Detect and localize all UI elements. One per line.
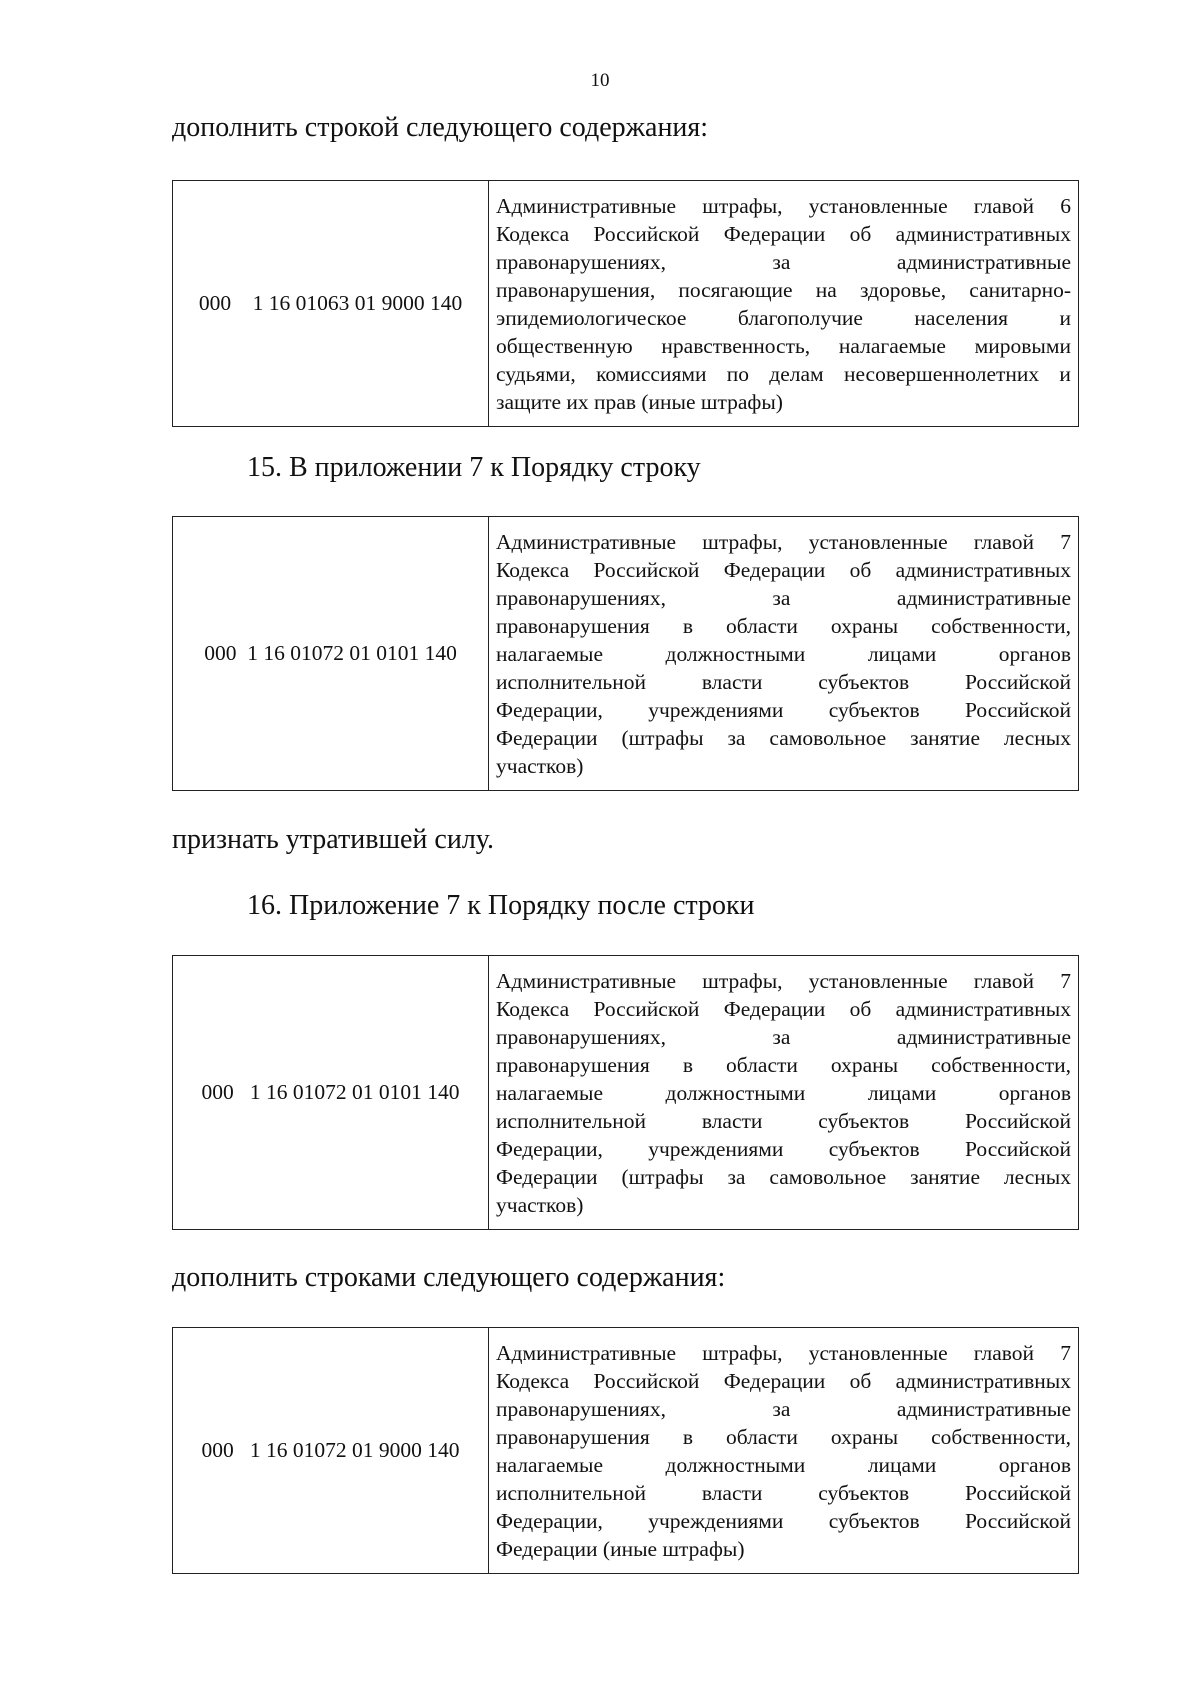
description-line	[496, 1023, 1071, 1051]
description-word: Российской	[593, 222, 700, 246]
description-line	[496, 304, 1071, 332]
description-word: налагаемые	[496, 642, 604, 666]
description-word: правонарушения	[496, 1425, 650, 1449]
description-word: Административные	[496, 530, 677, 554]
description-line	[496, 528, 1071, 556]
description-word: Федерации,	[496, 1137, 603, 1161]
description-word: населения	[914, 306, 1008, 330]
description-word: самовольное	[769, 1165, 887, 1189]
description-line	[496, 220, 1071, 248]
description-cell	[489, 1328, 1079, 1574]
description-word: административных	[895, 1369, 1071, 1393]
description-line	[496, 584, 1071, 612]
description-word: исполнительной	[496, 1481, 646, 1505]
description-word: области	[726, 1425, 798, 1449]
description-word: в	[682, 1425, 693, 1449]
description-line: участков)	[496, 754, 584, 778]
description-line	[496, 1451, 1071, 1479]
description-word: главой	[973, 530, 1035, 554]
description-word: учреждениями	[648, 1137, 784, 1161]
table-row	[173, 956, 1079, 1230]
code-table-1	[172, 180, 1079, 427]
description-line	[496, 1423, 1071, 1451]
description-line	[496, 1079, 1071, 1107]
description-word: субъектов	[828, 698, 920, 722]
description-word: 6	[1060, 194, 1071, 218]
description-line	[496, 640, 1071, 668]
description-word: Федерации	[723, 997, 826, 1021]
code-cell: 000 1 16 01072 01 0101 140	[173, 956, 489, 1230]
description-word: административных	[895, 558, 1071, 582]
code-cell: 000 1 16 01072 01 9000 140	[173, 1328, 489, 1574]
description-word: должностными	[665, 642, 806, 666]
description-word: правонарушения	[496, 1053, 650, 1077]
description-word: субъектов	[818, 1109, 910, 1133]
description-word: на	[815, 278, 837, 302]
page-number: 10	[590, 70, 610, 91]
description-word: Кодекса	[496, 558, 570, 582]
description-line	[496, 967, 1071, 995]
description-word: штрафы,	[702, 530, 783, 554]
description-line	[496, 612, 1071, 640]
description-word: делам	[769, 362, 824, 386]
description-line: участков)	[496, 1193, 584, 1217]
description-word: Российской	[593, 997, 700, 1021]
description-word: Российской	[965, 698, 1071, 722]
description-word: комиссиями	[596, 362, 707, 386]
description-word: занятие	[910, 1165, 980, 1189]
description-word: лицами	[867, 642, 937, 666]
description-word: Российской	[965, 1137, 1071, 1161]
description-word: Российской	[965, 1509, 1071, 1533]
description-word: штрафы,	[702, 969, 783, 993]
description-word: административные	[896, 1025, 1071, 1049]
description-line	[496, 1367, 1071, 1395]
description-word: правонарушениях,	[496, 1025, 666, 1049]
description-word: штрафы,	[702, 1341, 783, 1365]
description-word: власти	[701, 1109, 763, 1133]
description-word: Российской	[593, 1369, 700, 1393]
description-word: установленные	[808, 194, 948, 218]
description-word: об	[849, 1369, 872, 1393]
description-word: эпидемиологическое	[496, 306, 687, 330]
description-line	[496, 1339, 1071, 1367]
description-word: Федерации	[723, 558, 826, 582]
description-word: охраны	[830, 1053, 899, 1077]
description-word: нравственность,	[661, 334, 811, 358]
description-word: охраны	[830, 1425, 899, 1449]
description-word: правонарушения	[496, 614, 650, 638]
description-word: правонарушениях,	[496, 250, 666, 274]
description-word: собственности,	[931, 614, 1071, 638]
description-word: лесных	[1003, 1165, 1071, 1189]
description-word: мировыми	[974, 334, 1071, 358]
description-word: правонарушениях,	[496, 586, 666, 610]
description-cell	[489, 956, 1079, 1230]
description-word: штрафы,	[702, 194, 783, 218]
description-word: об	[849, 222, 872, 246]
description-word: области	[726, 1053, 798, 1077]
description-word: Федерации	[496, 1165, 598, 1189]
description-line	[496, 1507, 1071, 1535]
description-word: судьями,	[496, 362, 576, 386]
description-word: охраны	[830, 614, 899, 638]
description-word: общественную	[496, 334, 633, 358]
description-word: Российской	[593, 558, 700, 582]
description-word: лицами	[867, 1453, 937, 1477]
description-line	[496, 696, 1071, 724]
description-word: Административные	[496, 969, 677, 993]
description-word: должностными	[665, 1453, 806, 1477]
description-word: административные	[896, 586, 1071, 610]
description-line	[496, 668, 1071, 696]
description-word: установленные	[808, 1341, 948, 1365]
description-word: органов	[998, 642, 1071, 666]
description-word: Российской	[965, 1109, 1071, 1133]
description-word: учреждениями	[648, 698, 784, 722]
description-word: правонарушениях,	[496, 1397, 666, 1421]
description-line	[496, 276, 1071, 304]
description-word: Кодекса	[496, 1369, 570, 1393]
code-table-4	[172, 1327, 1079, 1574]
description-word: и	[1059, 306, 1071, 330]
code-table-3	[172, 955, 1079, 1230]
description-word: административных	[895, 997, 1071, 1021]
description-word: об	[849, 997, 872, 1021]
description-cell	[489, 181, 1079, 427]
description-cell	[489, 517, 1079, 791]
para-repeal: признать утратившей силу.	[172, 824, 494, 855]
description-word: органов	[998, 1453, 1071, 1477]
description-word: лицами	[867, 1081, 937, 1105]
description-word: здоровье,	[859, 278, 947, 302]
description-word: правонарушения,	[496, 278, 656, 302]
description-word: (штрафы	[621, 726, 704, 750]
description-word: за	[772, 250, 791, 274]
description-line	[496, 1051, 1071, 1079]
description-word: субъектов	[818, 670, 910, 694]
description-word: главой	[973, 194, 1035, 218]
para-add-row: дополнить строкой следующего содержания:	[172, 112, 709, 143]
description-word: Федерации,	[496, 698, 603, 722]
description-word: несовершеннолетних	[843, 362, 1040, 386]
description-line: защите их прав (иные штрафы)	[496, 390, 783, 414]
description-line	[496, 332, 1071, 360]
description-word: налагаемые	[496, 1453, 604, 1477]
description-word: субъектов	[818, 1481, 910, 1505]
description-word: учреждениями	[648, 1509, 784, 1533]
description-line	[496, 360, 1071, 388]
description-word: собственности,	[931, 1053, 1071, 1077]
description-word: 7	[1060, 530, 1071, 554]
description-word: Кодекса	[496, 222, 570, 246]
description-line: Федерации (иные штрафы)	[496, 1537, 745, 1561]
description-word: Административные	[496, 1341, 677, 1365]
description-line	[496, 995, 1071, 1023]
description-word: 7	[1060, 1341, 1071, 1365]
description-line	[496, 1135, 1071, 1163]
description-word: субъектов	[828, 1137, 920, 1161]
description-word: должностными	[665, 1081, 806, 1105]
description-line	[496, 724, 1071, 752]
description-word: главой	[973, 1341, 1035, 1365]
para-add-rows: дополнить строками следующего содержания:	[172, 1262, 726, 1293]
description-word: органов	[998, 1081, 1071, 1105]
table-row	[173, 181, 1079, 427]
description-word: административные	[896, 1397, 1071, 1421]
description-word: самовольное	[769, 726, 887, 750]
description-line	[496, 192, 1071, 220]
description-word: области	[726, 614, 798, 638]
description-word: в	[682, 614, 693, 638]
description-word: субъектов	[828, 1509, 920, 1533]
description-line	[496, 556, 1071, 584]
para-item-16: 16. Приложение 7 к Порядку после строки	[247, 890, 755, 921]
para-item-15: 15. В приложении 7 к Порядку строку	[247, 452, 701, 483]
description-word: 7	[1060, 969, 1071, 993]
description-word: по	[726, 362, 750, 386]
description-word: установленные	[808, 530, 948, 554]
description-word: за	[727, 726, 746, 750]
description-word: административные	[896, 250, 1071, 274]
table-row	[173, 517, 1079, 791]
description-line	[496, 248, 1071, 276]
description-word: исполнительной	[496, 670, 646, 694]
description-word: Федерации	[723, 222, 826, 246]
description-word: главой	[973, 969, 1035, 993]
description-word: Административные	[496, 194, 677, 218]
description-word: за	[772, 1397, 791, 1421]
description-word: за	[772, 586, 791, 610]
description-word: за	[772, 1025, 791, 1049]
description-word: посягающие	[678, 278, 793, 302]
description-word: налагаемые	[496, 1081, 604, 1105]
description-line	[496, 1395, 1071, 1423]
description-word: налагаемые	[838, 334, 946, 358]
description-word: санитарно-	[969, 278, 1071, 302]
description-line	[496, 1107, 1071, 1135]
description-word: власти	[701, 670, 763, 694]
table-row	[173, 1328, 1079, 1574]
description-line	[496, 1163, 1071, 1191]
description-word: Федерации	[496, 726, 598, 750]
description-word: в	[682, 1053, 693, 1077]
description-word: (штрафы	[621, 1165, 704, 1189]
description-word: Кодекса	[496, 997, 570, 1021]
description-word: за	[727, 1165, 746, 1189]
code-table-2	[172, 516, 1079, 791]
description-word: Российской	[965, 1481, 1071, 1505]
description-word: об	[849, 558, 872, 582]
code-cell: 000 1 16 01063 01 9000 140	[173, 181, 489, 427]
description-word: занятие	[910, 726, 980, 750]
description-line	[496, 1479, 1071, 1507]
description-word: и	[1059, 362, 1071, 386]
description-word: лесных	[1003, 726, 1071, 750]
description-word: Российской	[965, 670, 1071, 694]
code-cell: 000 1 16 01072 01 0101 140	[173, 517, 489, 791]
description-word: власти	[701, 1481, 763, 1505]
description-word: благополучие	[737, 306, 863, 330]
description-word: исполнительной	[496, 1109, 646, 1133]
description-word: установленные	[808, 969, 948, 993]
description-word: административных	[895, 222, 1071, 246]
description-word: Федерации	[723, 1369, 826, 1393]
description-word: Федерации,	[496, 1509, 603, 1533]
description-word: собственности,	[931, 1425, 1071, 1449]
